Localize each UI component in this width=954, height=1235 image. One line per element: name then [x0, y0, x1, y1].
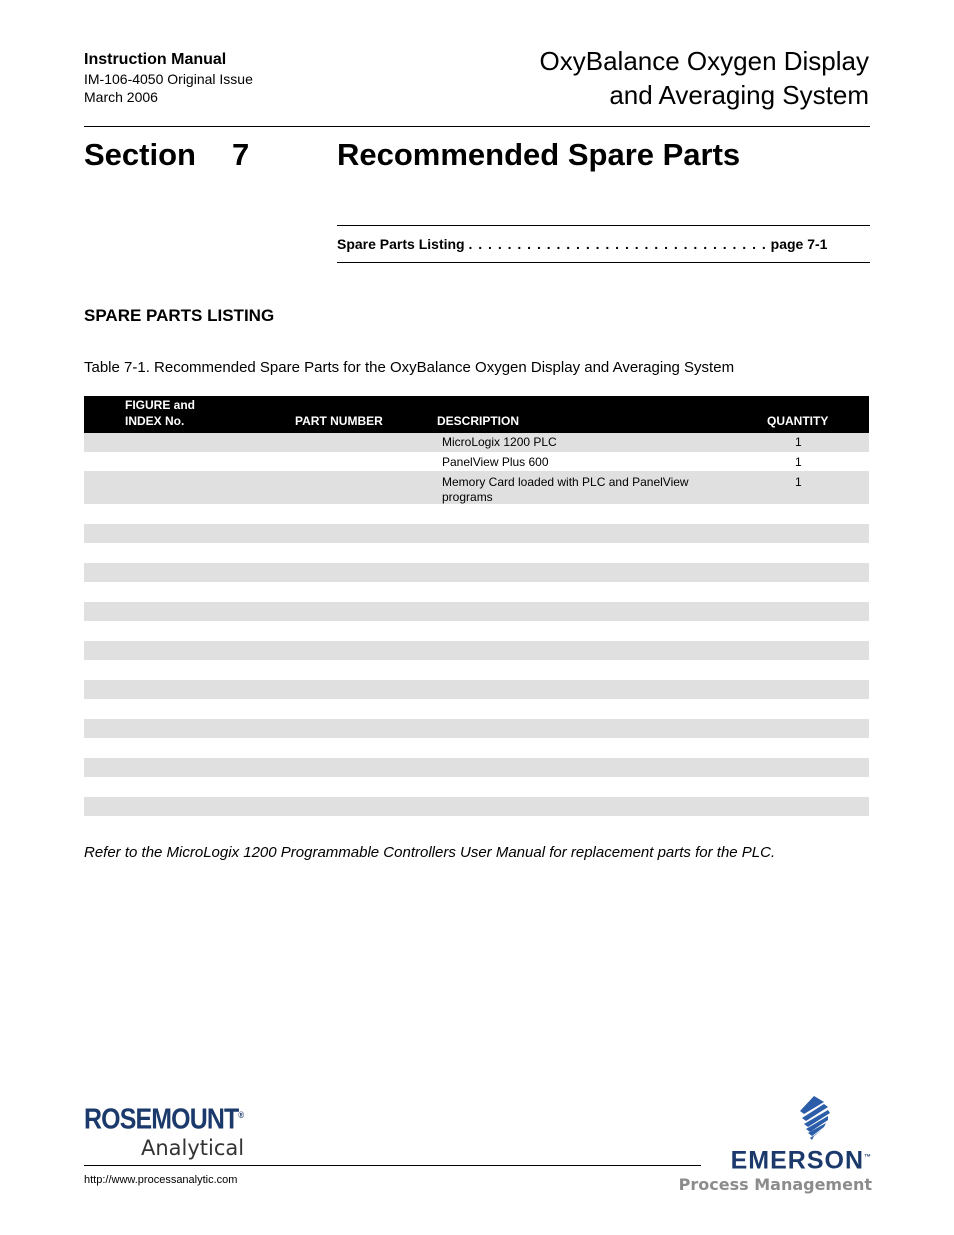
row-description: Memory Card loaded with PLC and PanelView [442, 475, 689, 489]
emerson-logo [679, 1096, 872, 1196]
col-figure-line1: FIGURE and [125, 398, 196, 412]
table-row-empty [84, 504, 869, 524]
col-quantity: QUANTITY [767, 414, 829, 428]
toc-top-rule [337, 225, 870, 226]
table-row-empty [84, 582, 869, 602]
table-row-empty [84, 621, 869, 641]
plc-parts-note: Refer to the MicroLogix 1200 Programmable Controllers User Manual for replacement parts for the PLC. [84, 844, 776, 861]
spare-parts-table [84, 396, 869, 816]
row-description-line2: programs [442, 490, 493, 504]
section-number: 7 [232, 137, 250, 172]
footer-url-link[interactable]: http://www.processanalytic.com [84, 1174, 238, 1186]
table-row-empty [84, 524, 869, 543]
table-row-empty [84, 719, 869, 738]
table-row-empty [84, 680, 869, 699]
header-divider [84, 126, 870, 127]
table-row-empty [84, 543, 869, 563]
table-row-empty [84, 758, 869, 777]
col-description: DESCRIPTION [437, 414, 520, 428]
issue-number: IM-106-4050 Original Issue [84, 71, 253, 87]
table-row-empty [84, 699, 869, 719]
table-row-empty [84, 563, 869, 582]
table-row [84, 433, 869, 452]
table-row-empty [84, 797, 869, 816]
product-title [540, 44, 869, 112]
toc-page: page 7-1 [770, 236, 828, 252]
emerson-process-management: Process Management [678, 1175, 872, 1195]
emerson-diamond-icon [794, 1096, 834, 1144]
spare-parts-heading: SPARE PARTS LISTING [84, 306, 275, 325]
table-row-empty [84, 777, 869, 797]
toc-entry[interactable] [337, 236, 870, 252]
issue-date: March 2006 [84, 89, 158, 105]
toc-entry-title: Spare Parts Listing [337, 236, 465, 252]
row-description: MicroLogix 1200 PLC [442, 435, 557, 449]
col-part-number: PART NUMBER [295, 414, 383, 428]
table-caption: Table 7-1. Recommended Spare Parts for the OxyBalance Oxygen Display and Averaging System [84, 359, 735, 376]
rosemount-logo [84, 1100, 269, 1161]
section-title: Recommended Spare Parts [337, 137, 741, 172]
table-row-empty [84, 660, 869, 680]
rosemount-analytical: Analytical [141, 1135, 245, 1160]
table-row-empty [84, 738, 869, 758]
table-row-empty [84, 602, 869, 621]
table-row-empty [84, 641, 869, 660]
table-header [84, 396, 869, 433]
product-title-line2: and Averaging System [609, 80, 869, 110]
row-quantity: 1 [795, 455, 802, 469]
toc-bottom-rule [337, 262, 870, 263]
manual-title: Instruction Manual [84, 51, 227, 68]
product-title-line1: OxyBalance Oxygen Display [539, 46, 869, 76]
footer-divider [84, 1165, 701, 1166]
emerson-wordmark: EMERSON™ [730, 1146, 872, 1175]
toc-leader: . . . . . . . . . . . . . . . . . . . . . . . . . . . . . . . [468, 236, 767, 252]
row-quantity: 1 [795, 475, 802, 489]
section-label: Section [84, 137, 196, 172]
row-description: PanelView Plus 600 [442, 455, 549, 469]
table-row [84, 471, 869, 504]
table-row [84, 452, 869, 471]
manual-header [84, 50, 253, 106]
col-figure-line2: INDEX No. [125, 414, 185, 428]
row-quantity: 1 [795, 435, 802, 449]
rosemount-wordmark: ROSEMOUNT® [84, 1103, 244, 1136]
